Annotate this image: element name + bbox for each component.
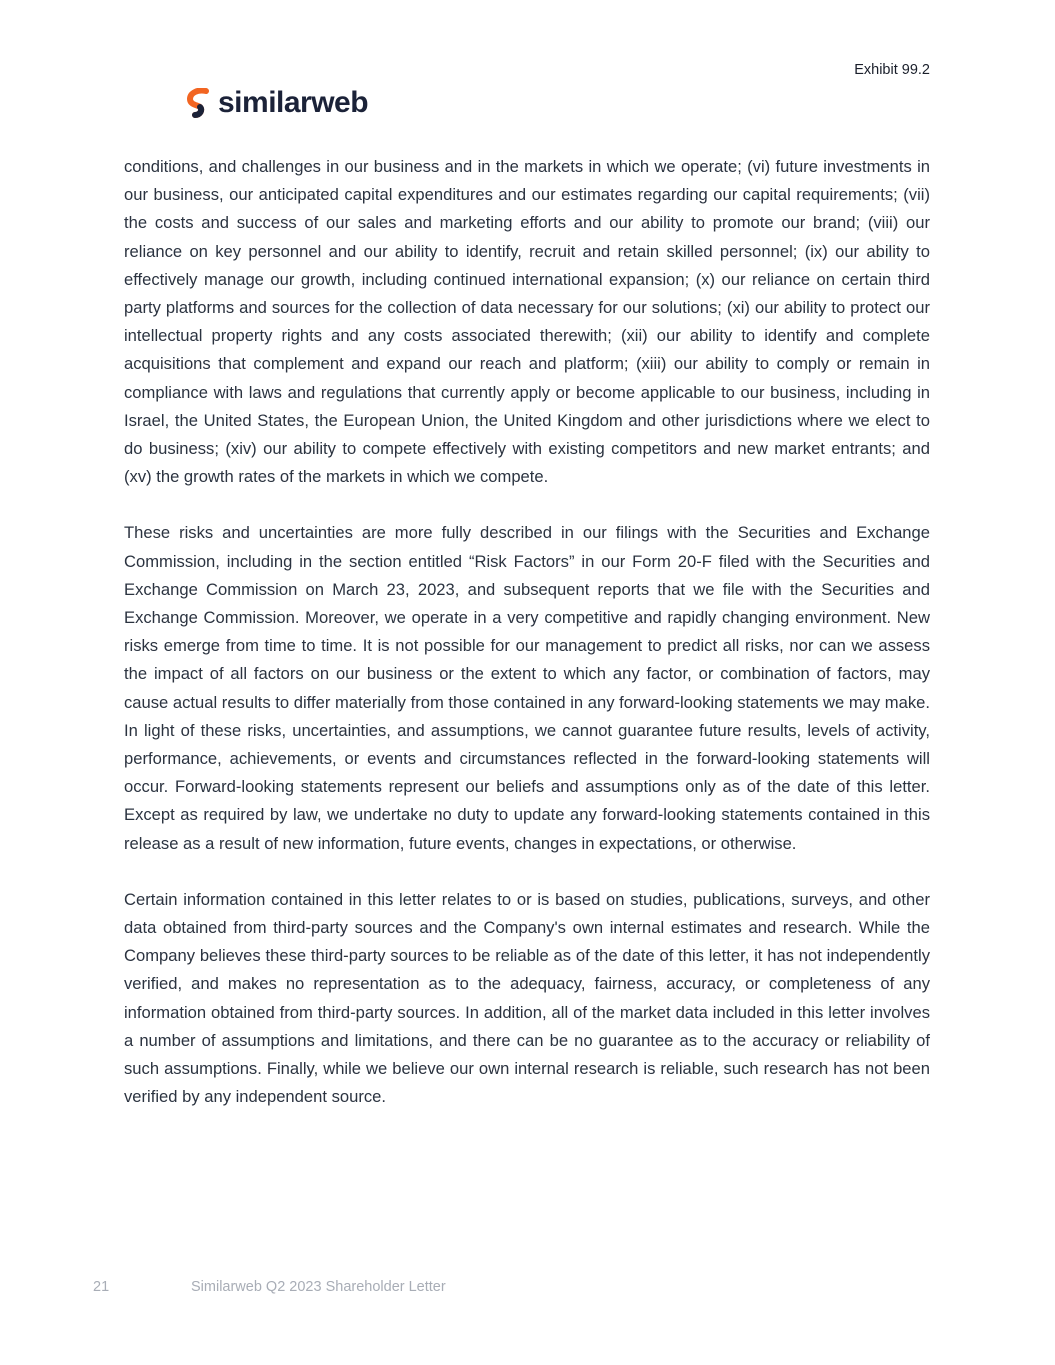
paragraph-forward-looking-list: conditions, and challenges in our business and in the markets in which we operate; (vi) future investments in our business, our anticipated capital expenditures and our estimates regarding our capital requirements; (vii) the costs and success of our sales and marketing efforts and our ability to promote our brand; (viii) our reliance on key personnel and our ability to identify, recruit and retain skilled personnel; (ix) our ability to effectively manage our growth, including continued international expansion; (x) our reliance on certain third party platforms and sources for the collection of data necessary for our solutions; (xi) our ability to protect our intellectual property rights and any costs associated therewith; (xii) our ability to identify and complete acquisitions that complement and expand our reach and platform; (xiii) our ability to comply or remain in compliance with laws and regulations that currently apply or become applicable to our business, including in Israel, the United States, the European Union, the United Kingdom and other jurisdictions where we elect to do business; (xiv) our ability to compete effectively with existing competitors and new market entrants; and (xv) the growth rates of the markets in which we compete.: [124, 157, 930, 487]
similarweb-logo: [186, 86, 368, 120]
logo-wordmark: similarweb: [218, 86, 369, 119]
paragraph-third-party-data: Certain information contained in this letter relates to or is based on studies, publications, surveys, and other data obtained from third-party sources and the Company's own internal estimates and research. While the Company believes these third-party sources to be reliable as of the date of this letter, it has not independently verified, and makes no representation as to the adequacy, fairness, accuracy, or completeness of any information obtained from third-party sources. In addition, all of the market data included in this letter involves a number of assumptions and limitations, and there can be no guarantee as to the accuracy or reliability of such assumptions. Finally, while we believe our own internal research is reliable, such research has not been verified by any independent source.: [124, 889, 930, 1107]
paragraph-risks-uncertainties: These risks and uncertainties are more fully described in our filings with the Securities and Exchange Commission, including in the section entitled “Risk Factors” in our Form 20-F filed with the Securities and Exchange Commission on March 23, 2023, and subsequent reports that we file with the Securities and Exchange Commission. Moreover, we operate in a very competitive and rapidly changing environment. New risks emerge from time to time. It is not possible for our management to predict all risks, nor can we assess the impact of all factors on our business or the extent to which any factor, or combination of factors, may cause actual results to differ materially from those contained in any forward-looking statements we may make. In light of these risks, uncertainties, and assumptions, we cannot guarantee future results, levels of activity, performance, achievements, or events and circumstances reflected in the forward-looking statements will occur. Forward-looking statements represent our beliefs and assumptions only as of the date of this letter. Except as required by law, we undertake no duty to update any forward-looking statements contained in this release as a result of new information, future events, changes in expectations, or otherwise.: [124, 523, 930, 853]
exhibit-label: Exhibit 99.2: [854, 62, 930, 78]
footer-document-title: Similarweb Q2 2023 Shareholder Letter: [191, 1279, 446, 1295]
page-number: 21: [93, 1279, 110, 1295]
similarweb-logo-icon: [186, 88, 212, 118]
letter-body: [124, 153, 930, 1140]
